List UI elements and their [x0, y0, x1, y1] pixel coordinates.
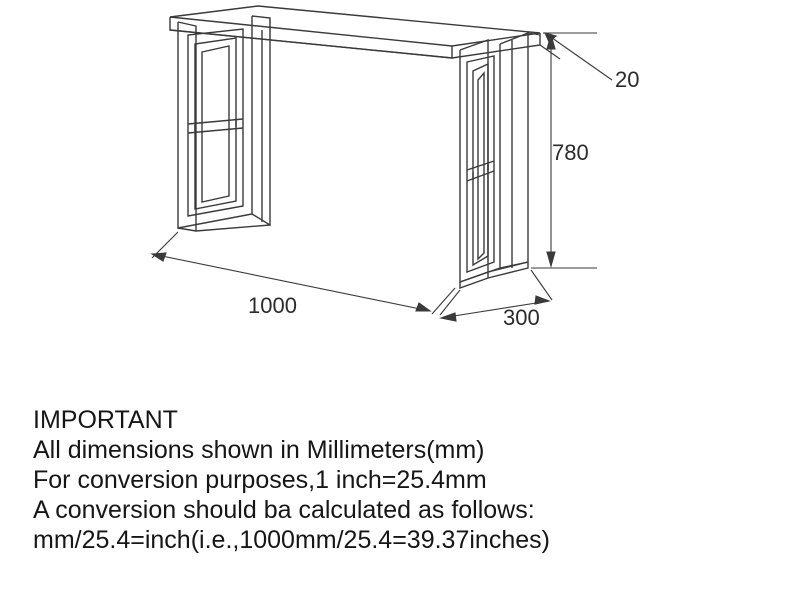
dimension-label-width: 1000 — [248, 293, 297, 318]
notes-line-1: All dimensions shown in Millimeters(mm) — [33, 436, 485, 464]
notes-line-2: For conversion purposes,1 inch=25.4mm — [33, 466, 487, 494]
right-leg-frame — [460, 33, 528, 288]
table-top — [170, 6, 540, 58]
dimension-label-depth: 300 — [503, 305, 540, 330]
left-leg-frame — [178, 16, 270, 231]
notes-heading: IMPORTANT — [33, 406, 178, 434]
dimension-label-height: 780 — [552, 140, 589, 165]
notes-block — [33, 405, 773, 555]
dimension-width-1000 — [152, 232, 455, 314]
notes-line-4: mm/25.4=inch(i.e.,1000mm/25.4=39.37inches) — [33, 526, 550, 554]
notes-line-3: A conversion should ba calculated as follows: — [33, 496, 535, 524]
dimension-label-thickness: 20 — [615, 67, 640, 92]
